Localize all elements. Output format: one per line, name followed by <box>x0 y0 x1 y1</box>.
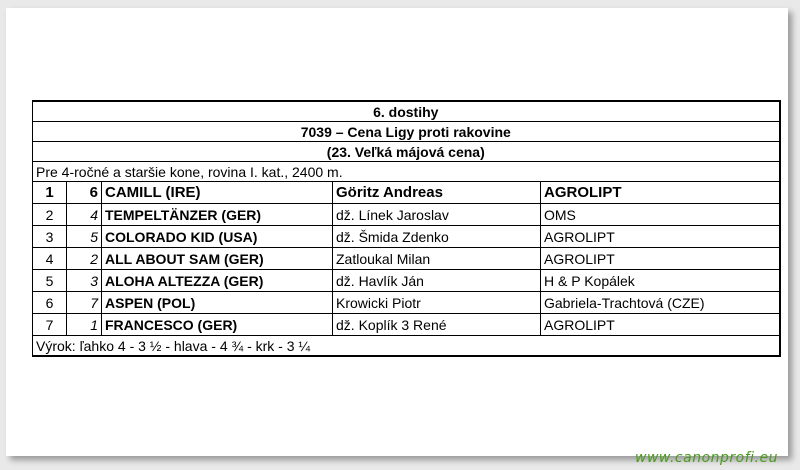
place-cell: 2 <box>33 204 67 226</box>
start-number-cell: 2 <box>67 248 102 270</box>
place-cell: 3 <box>33 226 67 248</box>
jockey-cell: Krowicki Piotr <box>333 292 541 314</box>
owner-cell: H & P Kopálek <box>541 270 780 292</box>
horse-name-cell: CAMILL (IRE) <box>102 182 333 204</box>
place-cell: 1 <box>33 182 67 204</box>
race-name: 7039 – Cena Ligy proti rakovine <box>33 122 780 142</box>
owner-cell: AGROLIPT <box>541 182 780 204</box>
place-cell: 7 <box>33 314 67 336</box>
horse-name-cell: FRANCESCO (GER) <box>102 314 333 336</box>
table-row <box>33 270 780 292</box>
jockey-cell: Göritz Andreas <box>333 182 541 204</box>
race-conditions: Pre 4-ročné a staršie kone, rovina I. kat., 2400 m. <box>33 162 780 182</box>
owner-cell: OMS <box>541 204 780 226</box>
start-number-cell: 3 <box>67 270 102 292</box>
horse-name-cell: COLORADO KID (USA) <box>102 226 333 248</box>
horse-name-cell: TEMPELTÄNZER (GER) <box>102 204 333 226</box>
race-name-row <box>33 122 780 142</box>
margins-row <box>33 336 780 357</box>
place-cell: 5 <box>33 270 67 292</box>
horse-name-cell: ALL ABOUT SAM (GER) <box>102 248 333 270</box>
race-title-row <box>33 101 780 122</box>
jockey-cell: dž. Koplík 3 René <box>333 314 541 336</box>
horse-name-cell: ASPEN (POL) <box>102 292 333 314</box>
start-number-cell: 5 <box>67 226 102 248</box>
start-number-cell: 7 <box>67 292 102 314</box>
race-results-table <box>32 100 781 357</box>
table-row <box>33 248 780 270</box>
start-number-cell: 6 <box>67 182 102 204</box>
owner-cell: AGROLIPT <box>541 248 780 270</box>
place-cell: 4 <box>33 248 67 270</box>
owner-cell: Gabriela-Trachtová (CZE) <box>541 292 780 314</box>
place-cell: 6 <box>33 292 67 314</box>
owner-cell: AGROLIPT <box>541 314 780 336</box>
table-row <box>33 314 780 336</box>
race-subtitle: (23. Veľká májová cena) <box>33 142 780 162</box>
horse-name-cell: ALOHA ALTEZZA (GER) <box>102 270 333 292</box>
jockey-cell: dž. Havlík Ján <box>333 270 541 292</box>
finish-margins: Výrok: ľahko 4 - 3 ½ - hlava - 4 ¾ - krk - 3 ¼ <box>33 336 780 357</box>
document-sheet <box>6 8 788 456</box>
table-row <box>33 292 780 314</box>
owner-cell: AGROLIPT <box>541 226 780 248</box>
table-row <box>33 204 780 226</box>
table-row <box>33 182 780 204</box>
site-watermark: www.canonprofi.eu <box>635 450 778 466</box>
start-number-cell: 4 <box>67 204 102 226</box>
jockey-cell: dž. Línek Jaroslav <box>333 204 541 226</box>
race-title: 6. dostihy <box>33 101 780 122</box>
jockey-cell: Zatloukal Milan <box>333 248 541 270</box>
table-row <box>33 226 780 248</box>
race-subtitle-row <box>33 142 780 162</box>
race-conditions-row <box>33 162 780 182</box>
results-body <box>33 101 780 356</box>
jockey-cell: dž. Šmida Zdenko <box>333 226 541 248</box>
start-number-cell: 1 <box>67 314 102 336</box>
